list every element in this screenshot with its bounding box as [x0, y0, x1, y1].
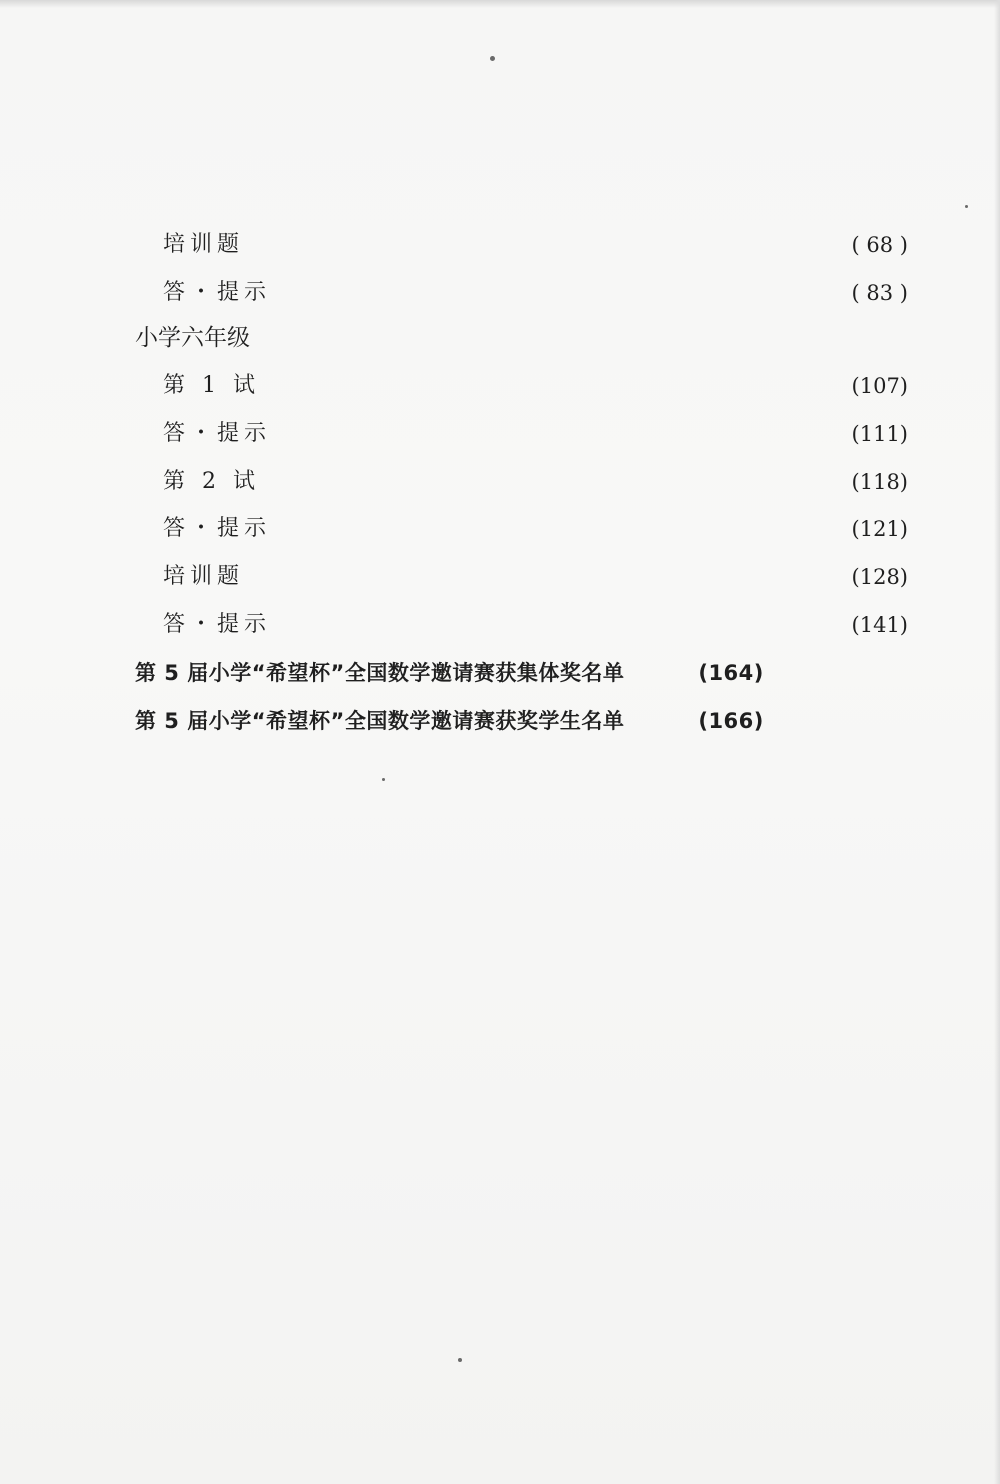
toc-page-number: (121)	[851, 517, 908, 541]
toc-entry	[163, 225, 908, 265]
toc-entry-title: 答・提示	[163, 280, 272, 305]
toc-page-number: (164)	[698, 661, 764, 685]
section-heading: 小学六年级	[135, 325, 250, 351]
dot-leader	[277, 605, 846, 645]
dot-leader	[630, 701, 692, 741]
toc-entry	[163, 414, 908, 454]
dot-leader	[250, 557, 846, 597]
toc-entry	[163, 557, 908, 597]
toc-page-number: (107)	[851, 374, 908, 398]
toc-entry-title: 第 1 试	[163, 373, 260, 398]
toc-entry-bold	[135, 653, 908, 693]
toc-entry-title: 第 5 届小学“希望杯”全国数学邀请赛获奖学生名单	[135, 709, 625, 733]
toc-entry	[163, 509, 908, 549]
toc-page-number: (111)	[851, 422, 908, 446]
toc-entry	[163, 366, 908, 406]
toc-page-number: (128)	[851, 565, 908, 589]
dot-leader	[266, 366, 846, 406]
toc-page-number: ( 83 )	[851, 281, 908, 305]
dot-leader	[250, 225, 846, 265]
toc-entry-title: 第 5 届小学“希望杯”全国数学邀请赛获集体奖名单	[135, 661, 625, 685]
toc-entry-title: 答・提示	[163, 421, 272, 446]
toc-entry-title: 答・提示	[163, 516, 272, 541]
dot-leader	[277, 414, 846, 454]
dot-leader	[630, 653, 692, 693]
dot-leader	[277, 509, 846, 549]
toc-entry-title: 培训题	[163, 232, 245, 257]
toc-entry-title: 答・提示	[163, 612, 272, 637]
toc-page-number: ( 68 )	[851, 233, 908, 257]
toc-entry	[163, 273, 908, 313]
toc-entry-bold	[135, 701, 908, 741]
toc-entry	[163, 605, 908, 645]
dot-leader	[266, 462, 846, 502]
toc-entry	[163, 462, 908, 502]
toc-entry-title: 培训题	[163, 564, 245, 589]
toc-page-number: (166)	[698, 709, 764, 733]
toc-page-number: (141)	[851, 613, 908, 637]
toc-entry-title: 第 2 试	[163, 469, 260, 494]
dot-leader	[277, 273, 846, 313]
toc-page-number: (118)	[851, 470, 908, 494]
